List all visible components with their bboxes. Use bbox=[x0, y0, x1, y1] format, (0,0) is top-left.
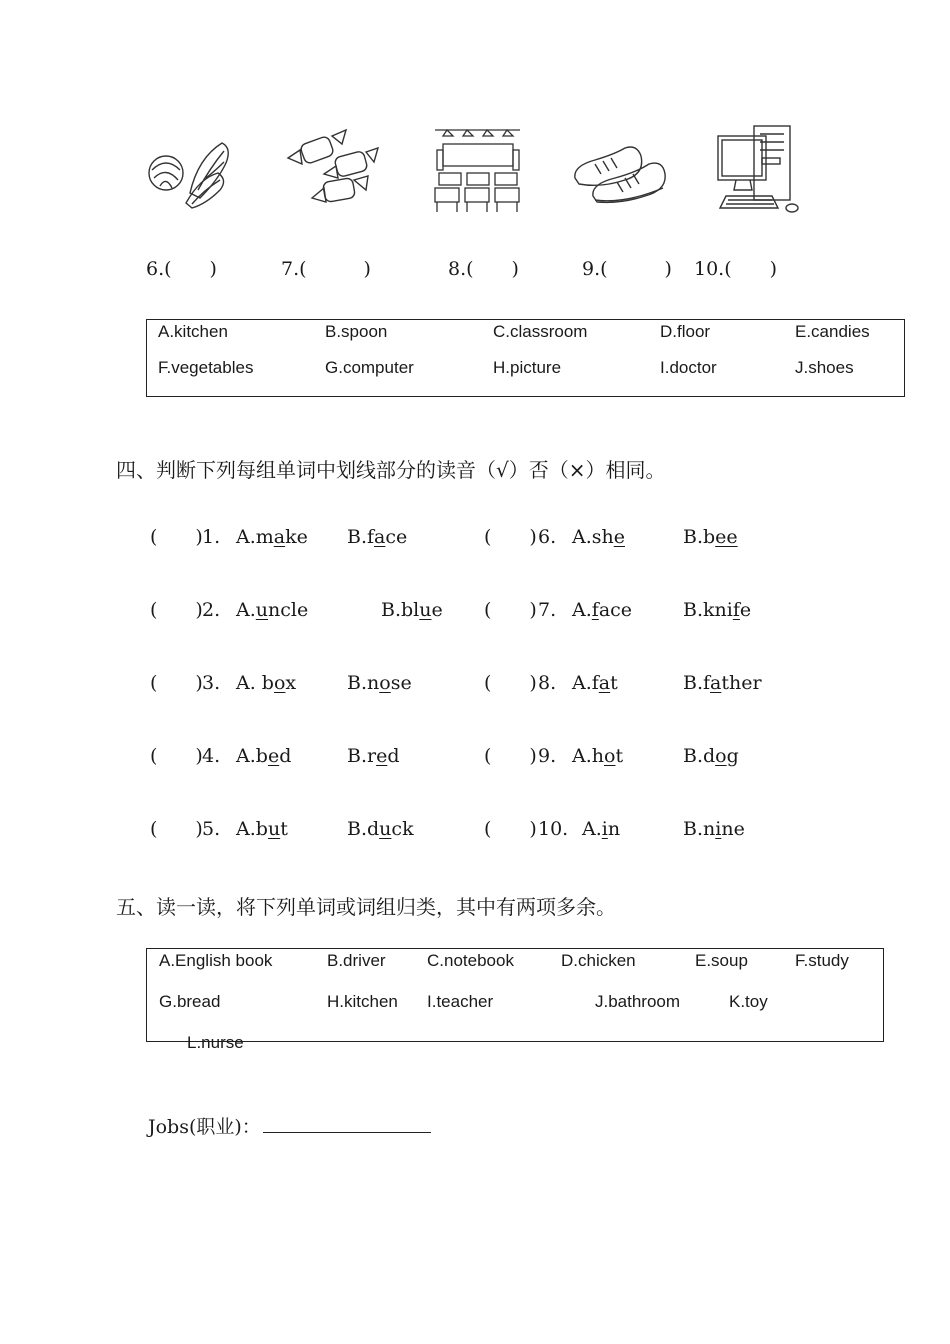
word-option-b: B.nine bbox=[683, 818, 745, 840]
option-item: I.doctor bbox=[660, 358, 717, 377]
option-item: J.bathroom bbox=[595, 992, 681, 1011]
word-option-b: B.nose bbox=[347, 672, 412, 694]
option-item: H.picture bbox=[493, 358, 562, 377]
options-box-2 bbox=[146, 948, 884, 1052]
option-item: K.toy bbox=[729, 992, 768, 1011]
answer-paren[interactable]: ( ) bbox=[150, 818, 203, 840]
word-option-b: B.blue bbox=[381, 599, 443, 621]
answer-paren[interactable]: ( ) bbox=[484, 745, 537, 767]
option-item: G.computer bbox=[325, 358, 414, 377]
shoes-picture bbox=[565, 118, 675, 218]
word-option-a: A.hot bbox=[572, 745, 624, 767]
question-number: 4. bbox=[202, 745, 221, 767]
option-item: A.kitchen bbox=[158, 322, 228, 341]
answer-paren[interactable]: ( ) bbox=[484, 818, 537, 840]
option-item: F.study bbox=[795, 951, 849, 970]
word-option-b: B.father bbox=[683, 672, 762, 694]
section-4-heading: 四、判断下列每组单词中划线部分的读音（√）否（×）相同。 bbox=[116, 458, 666, 482]
word-option-a: A.fat bbox=[572, 672, 618, 694]
word-option-a: A.uncle bbox=[236, 599, 309, 621]
answer-blank-10[interactable]: 10.( ) bbox=[694, 258, 778, 280]
answer-paren[interactable]: ( ) bbox=[150, 672, 203, 694]
word-option-a: A.make bbox=[236, 526, 308, 548]
jobs-line bbox=[148, 1112, 431, 1139]
answer-paren[interactable]: ( ) bbox=[484, 672, 537, 694]
option-item: D.floor bbox=[660, 322, 711, 341]
answer-paren[interactable]: ( ) bbox=[150, 526, 203, 548]
question-number: 9. bbox=[538, 745, 557, 767]
word-option-b: B.duck bbox=[347, 818, 414, 840]
option-item: C.notebook bbox=[427, 951, 514, 970]
word-option-a: A.but bbox=[236, 818, 288, 840]
jobs-answer-blank[interactable] bbox=[263, 1114, 431, 1133]
word-option-a: A. box bbox=[236, 672, 297, 694]
option-item: H.kitchen bbox=[327, 992, 398, 1011]
option-item: E.soup bbox=[695, 951, 748, 970]
jobs-label: Jobs(职业)： bbox=[148, 1116, 261, 1138]
answer-blank-7[interactable]: 7.( ) bbox=[281, 258, 371, 280]
classroom-picture bbox=[425, 118, 535, 218]
option-item: F.vegetables bbox=[158, 358, 254, 377]
answer-blank-8[interactable]: 8.( ) bbox=[448, 258, 519, 280]
word-option-b: B.bee bbox=[683, 526, 738, 548]
word-option-b: B.knife bbox=[683, 599, 752, 621]
word-option-a: A.she bbox=[572, 526, 625, 548]
option-item: D.chicken bbox=[561, 951, 636, 970]
question-number: 8. bbox=[538, 672, 557, 694]
word-option-b: B.dog bbox=[683, 745, 739, 767]
word-option-a: A.bed bbox=[236, 745, 292, 767]
answer-paren[interactable]: ( ) bbox=[150, 599, 203, 621]
word-option-b: B.red bbox=[347, 745, 400, 767]
question-number: 7. bbox=[538, 599, 557, 621]
word-option-a: A.in bbox=[582, 818, 621, 840]
answer-blank-9[interactable]: 9.( ) bbox=[582, 258, 672, 280]
option-item: B.spoon bbox=[325, 322, 388, 341]
answer-paren[interactable]: ( ) bbox=[150, 745, 203, 767]
question-number: 3. bbox=[202, 672, 221, 694]
option-item: C.classroom bbox=[493, 322, 588, 341]
section-5-heading: 五、读一读，将下列单词或词组归类，其中有两项多余。 bbox=[116, 895, 616, 919]
computer-picture bbox=[712, 118, 822, 218]
word-option-a: A.face bbox=[572, 599, 633, 621]
vegetables-picture bbox=[140, 118, 250, 218]
question-number: 1. bbox=[202, 526, 221, 548]
answer-blank-6[interactable]: 6.( ) bbox=[146, 258, 217, 280]
option-item: I.teacher bbox=[427, 992, 494, 1011]
option-item: G.bread bbox=[159, 992, 221, 1011]
question-number: 6. bbox=[538, 526, 557, 548]
question-number: 2. bbox=[202, 599, 221, 621]
option-item: J.shoes bbox=[795, 358, 854, 377]
word-option-b: B.face bbox=[347, 526, 408, 548]
option-item: L.nurse bbox=[187, 1033, 244, 1052]
candies-picture bbox=[280, 118, 390, 218]
option-item: B.driver bbox=[327, 951, 386, 970]
question-number: 10. bbox=[538, 818, 569, 840]
answer-paren[interactable]: ( ) bbox=[484, 526, 537, 548]
question-number: 5. bbox=[202, 818, 221, 840]
option-item: E.candies bbox=[795, 322, 870, 341]
option-item: A.English book bbox=[159, 951, 273, 970]
answer-paren[interactable]: ( ) bbox=[484, 599, 537, 621]
